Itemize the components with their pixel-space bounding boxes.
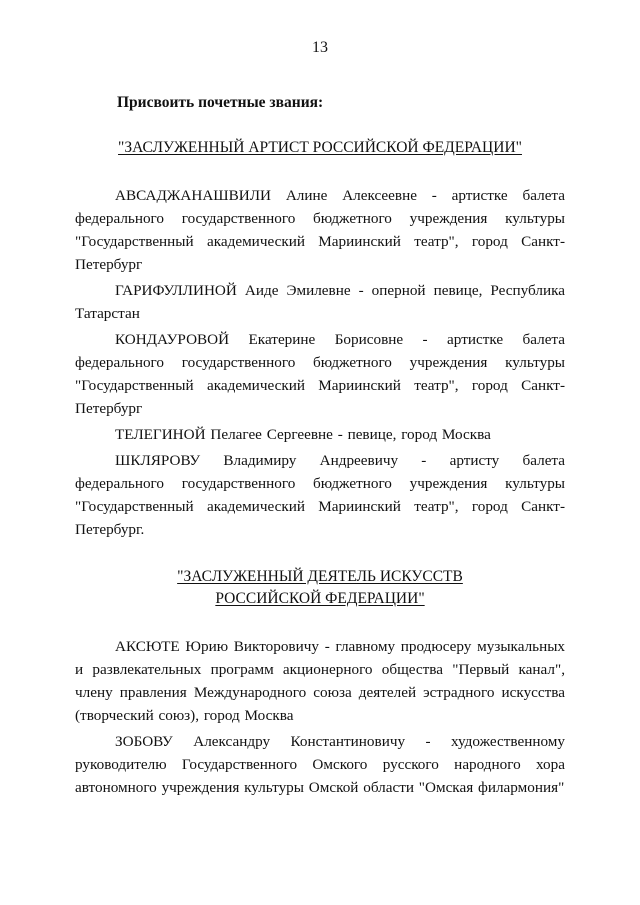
decree-heading: Присвоить почетные звания: xyxy=(117,94,324,111)
award-entry: ЗОБОВУ Александру Константиновичу - художественному руководителю Государственного Омского русского народного хора автономного учреждения культуры Омской области "Омская филармония" xyxy=(75,733,565,796)
section-entries-honored-art-worker xyxy=(75,635,565,802)
section-entries-honored-artist xyxy=(75,184,565,544)
award-entry: ГАРИФУЛЛИНОЙ Аиде Эмилевне - оперной певице, Республика Татарстан xyxy=(75,282,565,322)
award-entry: ШКЛЯРОВУ Владимиру Андреевичу - артисту балета федерального государственного бюджетного учреждения культуры "Государственный академический Мариинский театр", город Санкт-Петербург. xyxy=(75,452,565,538)
section-title-honored-art-worker xyxy=(0,566,640,610)
section-title-line: "ЗАСЛУЖЕННЫЙ ДЕЯТЕЛЬ ИСКУССТВ xyxy=(177,568,463,585)
section-title-honored-artist xyxy=(0,137,640,159)
award-entry: АКСЮТЕ Юрию Викторовичу - главному продюсеру музыкальных и развлекательных программ акционерного общества "Первый канал", члену правления Международного союза деятелей эстрадного искусства (творческий союз), город Москва xyxy=(75,638,565,724)
award-entry: КОНДАУРОВОЙ Екатерине Борисовне - артистке балета федерального государственного бюджетного учреждения культуры "Государственный академический Мариинский театр", город Санкт-Петербург xyxy=(75,331,565,417)
section-title-line: РОССИЙСКОЙ ФЕДЕРАЦИИ" xyxy=(215,590,425,607)
page-number: 13 xyxy=(312,39,328,56)
section-title-line: "ЗАСЛУЖЕННЫЙ АРТИСТ РОССИЙСКОЙ ФЕДЕРАЦИИ" xyxy=(118,139,522,156)
award-entry: ТЕЛЕГИНОЙ Пелагее Сергеевне - певице, город Москва xyxy=(115,426,491,443)
award-entry: АВСАДЖАНАШВИЛИ Алине Алексеевне - артистке балета федерального государственного бюджетного учреждения культуры "Государственный академический Мариинский театр", город Санкт-Петербург xyxy=(75,187,565,273)
